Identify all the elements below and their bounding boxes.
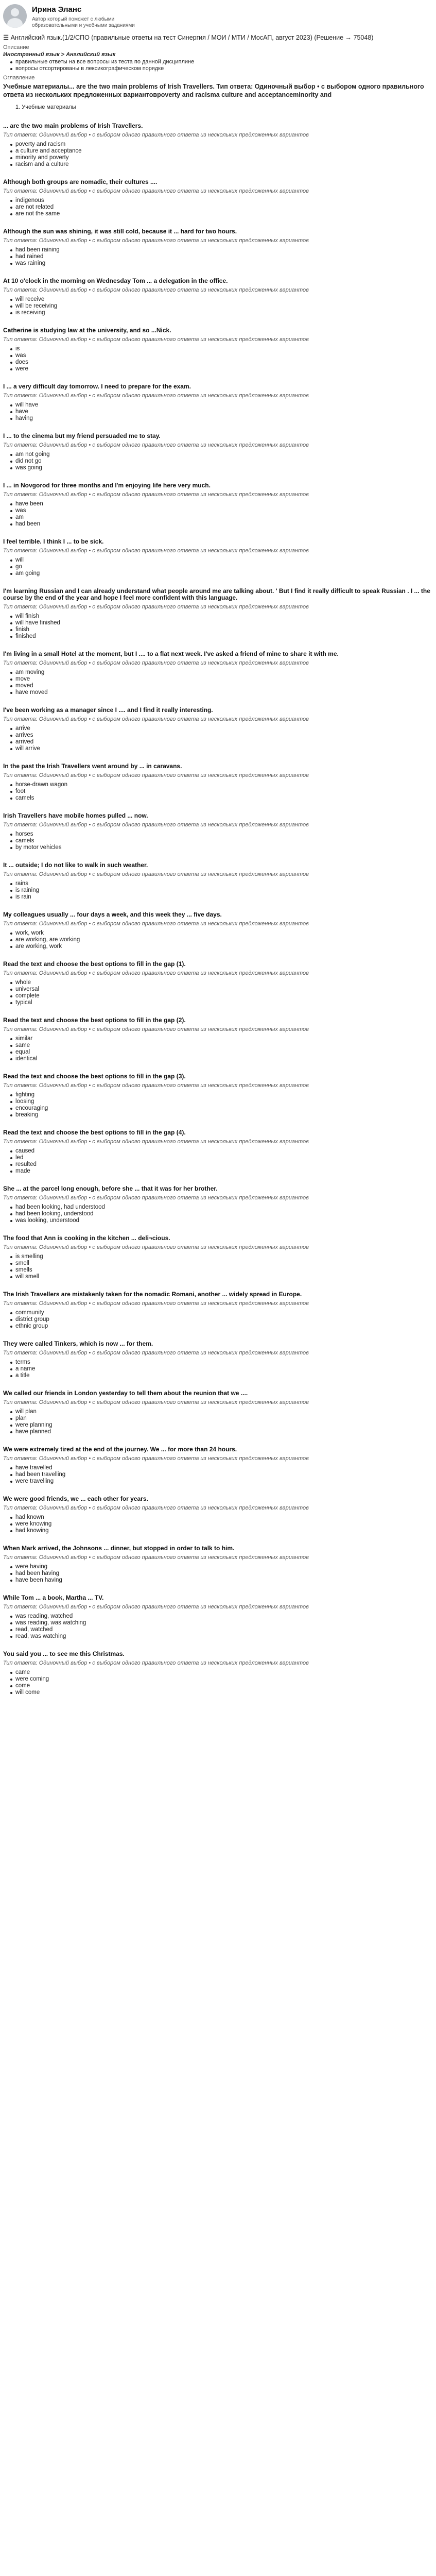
question-text: My colleagues usually ... four days a week, and this week they ... five days.	[3, 910, 222, 918]
answer-type: Тип ответа: Одиночный выбор • с выбором одного правильного ответа из нескольких предложенных вариантов	[3, 970, 309, 976]
question-text: I feel terrible. I think I ... to be sick.	[3, 537, 104, 545]
questions-list	[3, 123, 433, 1696]
answer-option: resulted	[3, 1161, 433, 1168]
question	[3, 1446, 433, 1485]
answer-option: come	[3, 1683, 433, 1689]
question	[3, 1185, 433, 1224]
answer-option: read, was watching	[3, 1633, 433, 1640]
answer-options	[3, 197, 433, 217]
description-list	[3, 59, 433, 72]
description-item: вопросы отсортированы в лексикографическом порядке	[3, 65, 433, 72]
answer-option: moved	[3, 683, 433, 689]
answer-options	[3, 1092, 433, 1118]
question-text: While Tom ... a book, Martha ... TV.	[3, 1594, 104, 1601]
question	[3, 1235, 433, 1280]
answer-option: did not go	[3, 458, 433, 465]
question	[3, 179, 433, 217]
answer-options	[3, 1148, 433, 1175]
answer-option: district group	[3, 1316, 433, 1323]
answer-option: camels	[3, 838, 433, 844]
answer-option: smells	[3, 1267, 433, 1274]
question	[3, 1017, 433, 1062]
answer-type: Тип ответа: Одиночный выбор • с выбором одного правильного ответа из нескольких предложенных вариантов	[3, 1659, 309, 1666]
question-text: Read the text and choose the best options to fill in the gap (3).	[3, 1072, 186, 1080]
answer-option: was	[3, 507, 433, 514]
answer-options	[3, 501, 433, 528]
question-text: Although the sun was shining, it was still cold, because it ... hard for two hours.	[3, 227, 237, 235]
question	[3, 383, 433, 422]
answer-option: is	[3, 346, 433, 352]
answer-option: identical	[3, 1056, 433, 1062]
answer-options	[3, 1564, 433, 1584]
answer-option: will come	[3, 1689, 433, 1696]
answer-option: horses	[3, 831, 433, 838]
author-card	[3, 4, 433, 30]
toc-item[interactable]: 1. Учебные материалы	[15, 104, 76, 111]
answer-option: go	[3, 564, 433, 570]
answer-type: Тип ответа: Одиночный выбор • с выбором одного правильного ответа из нескольких предложенных вариантов	[3, 1603, 309, 1610]
answer-option: racism and a culture	[3, 161, 433, 168]
answer-options	[3, 669, 433, 696]
answer-option: are working, are working	[3, 937, 433, 943]
answer-option: had been travelling	[3, 1471, 433, 1478]
answer-type: Тип ответа: Одиночный выбор • с выбором одного правильного ответа из нескольких предложенных вариантов	[3, 772, 309, 778]
question-text: I ... a very difficult day tomorrow. I need to prepare for the exam.	[3, 382, 191, 390]
answer-options	[3, 1669, 433, 1696]
answer-type: Тип ответа: Одиночный выбор • с выбором одного правильного ответа из нескольких предложенных вариантов	[3, 1349, 309, 1356]
answer-type: Тип ответа: Одиночный выбор • с выбором одного правильного ответа из нескольких предложенных вариантов	[3, 1026, 309, 1032]
question-text: They were called Tinkers, which is now ... for them.	[3, 1340, 153, 1347]
answer-options	[3, 782, 433, 802]
answer-option: will have finished	[3, 620, 433, 626]
question-text: Irish Travellers have mobile homes pulled ... now.	[3, 811, 148, 819]
question	[3, 1073, 433, 1118]
question-text: We called our friends in London yesterday to tell them about the reunion that we ....	[3, 1389, 248, 1397]
toc-list	[3, 104, 433, 111]
answer-option: were planning	[3, 1422, 433, 1429]
answer-option: had known	[3, 1514, 433, 1521]
answer-type: Тип ответа: Одиночный выбор • с выбором одного правильного ответа из нескольких предложенных вариантов	[3, 659, 309, 666]
question	[3, 278, 433, 316]
question	[3, 433, 433, 471]
answer-option: indigenous	[3, 197, 433, 204]
answer-option: am	[3, 514, 433, 521]
answer-type: Тип ответа: Одиночный выбор • с выбором одного правильного ответа из нескольких предложенных вариантов	[3, 871, 309, 877]
answer-type: Тип ответа: Одиночный выбор • с выбором одного правильного ответа из нескольких предложенных вариантов	[3, 491, 309, 498]
answer-option: terms	[3, 1359, 433, 1366]
question	[3, 123, 433, 168]
question	[3, 1595, 433, 1640]
answer-option: is rain	[3, 894, 433, 901]
question-text: When Mark arrived, the Johnsons ... dinner, but stopped in order to talk to him.	[3, 1544, 235, 1552]
question	[3, 961, 433, 1006]
question	[3, 588, 433, 640]
answer-options	[3, 1465, 433, 1485]
answer-option: arrive	[3, 725, 433, 732]
answer-options	[3, 979, 433, 1006]
question-text: It ... outside; I do not like to walk in such weather.	[3, 861, 148, 869]
answer-option: whole	[3, 979, 433, 986]
answer-option: arrives	[3, 732, 433, 739]
description-label: Описание	[3, 44, 29, 50]
question-text: I ... in Novgorod for three months and I'm enjoying life here very much.	[3, 481, 211, 489]
question	[3, 812, 433, 851]
answer-option: is receiving	[3, 310, 433, 316]
question	[3, 228, 433, 267]
answer-option: breaking	[3, 1112, 433, 1118]
question	[3, 1291, 433, 1330]
question	[3, 327, 433, 372]
answer-option: similar	[3, 1036, 433, 1042]
answer-options	[3, 247, 433, 267]
answer-options	[3, 402, 433, 422]
answer-option: will	[3, 557, 433, 564]
answer-option: does	[3, 359, 433, 366]
answer-option: had been having	[3, 1570, 433, 1577]
question	[3, 1390, 433, 1435]
answer-options	[3, 1310, 433, 1330]
answer-options	[3, 831, 433, 851]
answer-option: was raining	[3, 260, 433, 267]
answer-type: Тип ответа: Одиночный выбор • с выбором одного правильного ответа из нескольких предложенных вариантов	[3, 1300, 309, 1307]
answer-option: read, watched	[3, 1626, 433, 1633]
question	[3, 862, 433, 901]
answer-option: foot	[3, 788, 433, 795]
description-item: правильные ответы на все вопросы из теста по данной дисциплине	[3, 59, 433, 65]
answer-option: came	[3, 1669, 433, 1676]
answer-option: was going	[3, 465, 433, 471]
answer-option: have	[3, 409, 433, 415]
answer-type: Тип ответа: Одиночный выбор • с выбором одного правильного ответа из нескольких предложенных вариантов	[3, 821, 309, 828]
author-info	[32, 4, 150, 29]
question-text: Read the text and choose the best options to fill in the gap (4).	[3, 1128, 186, 1136]
answer-option: same	[3, 1042, 433, 1049]
answer-option: fighting	[3, 1092, 433, 1098]
answer-type: Тип ответа: Одиночный выбор • с выбором одного правильного ответа из нескольких предложенных вариантов	[3, 286, 309, 293]
answer-option: finished	[3, 633, 433, 640]
answer-option: have moved	[3, 689, 433, 696]
answer-option: move	[3, 676, 433, 683]
answer-option: have travelled	[3, 1465, 433, 1471]
question	[3, 538, 433, 577]
answer-options	[3, 346, 433, 372]
answer-option: arrived	[3, 739, 433, 745]
answer-option: finish	[3, 626, 433, 633]
answer-type: Тип ответа: Одиночный выбор • с выбором одного правильного ответа из нескольких предложенных вариантов	[3, 131, 309, 138]
answer-option: have been having	[3, 1577, 433, 1584]
answer-option: by motor vehicles	[3, 844, 433, 851]
answer-option: was reading, was watching	[3, 1620, 433, 1626]
answer-type: Тип ответа: Одиночный выбор • с выбором одного правильного ответа из нескольких предложенных вариантов	[3, 920, 309, 927]
answer-option: had been	[3, 521, 433, 528]
answer-option: was looking, understood	[3, 1217, 433, 1224]
answer-option: loosing	[3, 1098, 433, 1105]
answer-option: will receive	[3, 296, 433, 303]
question	[3, 707, 433, 752]
answer-option: equal	[3, 1049, 433, 1056]
answer-option: have been	[3, 501, 433, 507]
answer-option: work, work	[3, 930, 433, 937]
question-text: The Irish Travellers are mistakenly taken for the nomadic Romani, another ... widely spread in Europe.	[3, 1290, 302, 1298]
answer-option: led	[3, 1155, 433, 1161]
answer-options	[3, 1613, 433, 1640]
question-text: You said you ... to see me this Christmas.	[3, 1650, 125, 1657]
answer-option: made	[3, 1168, 433, 1175]
answer-type: Тип ответа: Одиночный выбор • с выбором одного правильного ответа из нескольких предложенных вариантов	[3, 1194, 309, 1201]
answer-option: a culture and acceptance	[3, 148, 433, 155]
answer-option: am moving	[3, 669, 433, 676]
document-title: ☰ Английский язык.(1/2/СПО (правильные ответы на тест Синергия / МОИ / МТИ / МосАП, август 2023) (Решение → 75048)	[3, 34, 374, 41]
answer-option: plan	[3, 1415, 433, 1422]
answer-option: will arrive	[3, 745, 433, 752]
answer-type: Тип ответа: Одиночный выбор • с выбором одного правильного ответа из нескольких предложенных вариантов	[3, 1082, 309, 1089]
question	[3, 1129, 433, 1175]
question-text: I ... to the cinema but my friend persuaded me to stay.	[3, 432, 161, 439]
answer-options	[3, 557, 433, 577]
answer-option: were	[3, 366, 433, 372]
answer-option: will finish	[3, 613, 433, 620]
question-text: At 10 o'clock in the morning on Wednesday Tom ... a delegation in the office.	[3, 277, 228, 284]
answer-option: am not going	[3, 451, 433, 458]
answer-type: Тип ответа: Одиночный выбор • с выбором одного правильного ответа из нескольких предложенных вариантов	[3, 1554, 309, 1561]
answer-option: had been looking, understood	[3, 1211, 433, 1217]
answer-option: have planned	[3, 1429, 433, 1435]
question-text: Read the text and choose the best options to fill in the gap (2).	[3, 1016, 186, 1024]
answer-option: was	[3, 352, 433, 359]
answer-options	[3, 930, 433, 950]
toc-label: Оглавление	[3, 75, 35, 81]
question-text: I've been working as a manager since I .... and I find it really interesting.	[3, 706, 213, 714]
answer-option: had knowing	[3, 1528, 433, 1534]
answer-option: camels	[3, 795, 433, 802]
answer-option: minority and poverty	[3, 155, 433, 161]
question-text: Although both groups are nomadic, their cultures ....	[3, 178, 158, 185]
answer-options	[3, 613, 433, 640]
answer-type: Тип ответа: Одиночный выбор • с выбором одного правильного ответа из нескольких предложенных вариантов	[3, 716, 309, 722]
question-text: We were good friends, we ... each other for years.	[3, 1495, 148, 1502]
answer-type: Тип ответа: Одиночный выбор • с выбором одного правильного ответа из нескольких предложенных вариантов	[3, 547, 309, 554]
answer-option: having	[3, 415, 433, 422]
answer-option: was reading, watched	[3, 1613, 433, 1620]
answer-options	[3, 1514, 433, 1534]
answer-type: Тип ответа: Одиночный выбор • с выбором одного правильного ответа из нескольких предложенных вариантов	[3, 336, 309, 343]
author-name[interactable]: Ирина Эланс	[32, 5, 82, 14]
question-text: The food that Ann is cooking in the kitchen ... deli¬cious.	[3, 1234, 170, 1242]
answer-option: were knowing	[3, 1521, 433, 1528]
answer-option: caused	[3, 1148, 433, 1155]
answer-option: were travelling	[3, 1478, 433, 1485]
answer-type: Тип ответа: Одиночный выбор • с выбором одного правильного ответа из нескольких предложенных вариантов	[3, 442, 309, 448]
answer-options	[3, 1409, 433, 1435]
answer-option: universal	[3, 986, 433, 993]
answer-options	[3, 1253, 433, 1280]
answer-option: are working, work	[3, 943, 433, 950]
question	[3, 763, 433, 802]
question-text: I'm living in a small Hotel at the moment, but I .... to a flat next week. I've asked a friend of mine to share it with me.	[3, 650, 339, 657]
answer-options	[3, 1204, 433, 1224]
question-text: I'm learning Russian and I can already understand what people around me are talking about. ' But I find it really difficult to speak Russian . I ... the course by the end of the year and hope I feel more confident with this language.	[3, 587, 430, 601]
answer-option: rains	[3, 880, 433, 887]
toc-title: Учебные материалы... are the two main problems of Irish Travellers. Тип ответа: Одиночный выбор • с выбором одного правильного ответа из нескольких предложенных вариантовpoverty and racisma culture and acceptanceminority and	[3, 82, 424, 99]
answer-options	[3, 1036, 433, 1062]
answer-type: Тип ответа: Одиночный выбор • с выбором одного правильного ответа из нескольких предложенных вариантов	[3, 1138, 309, 1145]
answer-type: Тип ответа: Одиночный выбор • с выбором одного правильного ответа из нескольких предложенных вариантов	[3, 1504, 309, 1511]
answer-options	[3, 880, 433, 901]
question	[3, 1545, 433, 1584]
answer-option: community	[3, 1310, 433, 1316]
avatar[interactable]	[3, 4, 27, 28]
answer-type: Тип ответа: Одиночный выбор • с выбором одного правильного ответа из нескольких предложенных вариантов	[3, 1399, 309, 1405]
question	[3, 1496, 433, 1534]
answer-options	[3, 725, 433, 752]
answer-option: had been looking, had understood	[3, 1204, 433, 1211]
question-text: We were extremely tired at the end of the journey. We ... for more than 24 hours.	[3, 1445, 237, 1453]
answer-option: will smell	[3, 1274, 433, 1280]
answer-option: is raining	[3, 887, 433, 894]
description-heading: Иностранный язык > Английский язык	[3, 52, 116, 58]
author-description: Автор который поможет с любыми образовательными и учебными заданиями	[32, 16, 135, 28]
answer-option: ethnic group	[3, 1323, 433, 1330]
answer-options	[3, 451, 433, 471]
answer-type: Тип ответа: Одиночный выбор • с выбором одного правильного ответа из нескольких предложенных вариантов	[3, 237, 309, 244]
answer-option: will plan	[3, 1409, 433, 1415]
answer-option: poverty and racism	[3, 141, 433, 148]
answer-option: were having	[3, 1564, 433, 1570]
question	[3, 1341, 433, 1379]
answer-option: smell	[3, 1260, 433, 1267]
question-text: Catherine is studying law at the university, and so ...Nick.	[3, 326, 171, 334]
answer-option: is smelling	[3, 1253, 433, 1260]
question-text: ... are the two main problems of Irish Travellers.	[3, 122, 143, 129]
answer-options	[3, 1359, 433, 1379]
question	[3, 911, 433, 950]
answer-type: Тип ответа: Одиночный выбор • с выбором одного правильного ответа из нескольких предложенных вариантов	[3, 1244, 309, 1250]
answer-options	[3, 141, 433, 168]
answer-option: had been raining	[3, 247, 433, 253]
answer-option: will be receiving	[3, 303, 433, 310]
answer-option: are not related	[3, 204, 433, 211]
question-text: She ... at the parcel long enough, before she ... that it was for her brother.	[3, 1184, 218, 1192]
question	[3, 482, 433, 528]
answer-option: will have	[3, 402, 433, 409]
answer-type: Тип ответа: Одиночный выбор • с выбором одного правильного ответа из нескольких предложенных вариантов	[3, 188, 309, 194]
answer-type: Тип ответа: Одиночный выбор • с выбором одного правильного ответа из нескольких предложенных вариантов	[3, 603, 309, 610]
answer-options	[3, 296, 433, 316]
answer-option: complete	[3, 993, 433, 999]
question-text: Read the text and choose the best options to fill in the gap (1).	[3, 960, 186, 968]
answer-type: Тип ответа: Одиночный выбор • с выбором одного правильного ответа из нескольких предложенных вариантов	[3, 1455, 309, 1462]
answer-option: a name	[3, 1366, 433, 1372]
question	[3, 651, 433, 696]
answer-option: are not the same	[3, 211, 433, 217]
answer-option: encouraging	[3, 1105, 433, 1112]
question	[3, 1651, 433, 1696]
question-text: In the past the Irish Travellers went around by ... in caravans.	[3, 762, 182, 770]
answer-option: typical	[3, 999, 433, 1006]
answer-option: am going	[3, 570, 433, 577]
answer-option: had rained	[3, 253, 433, 260]
answer-option: horse-drawn wagon	[3, 782, 433, 788]
answer-option: a title	[3, 1372, 433, 1379]
answer-type: Тип ответа: Одиночный выбор • с выбором одного правильного ответа из нескольких предложенных вариантов	[3, 392, 309, 399]
answer-option: were coming	[3, 1676, 433, 1683]
